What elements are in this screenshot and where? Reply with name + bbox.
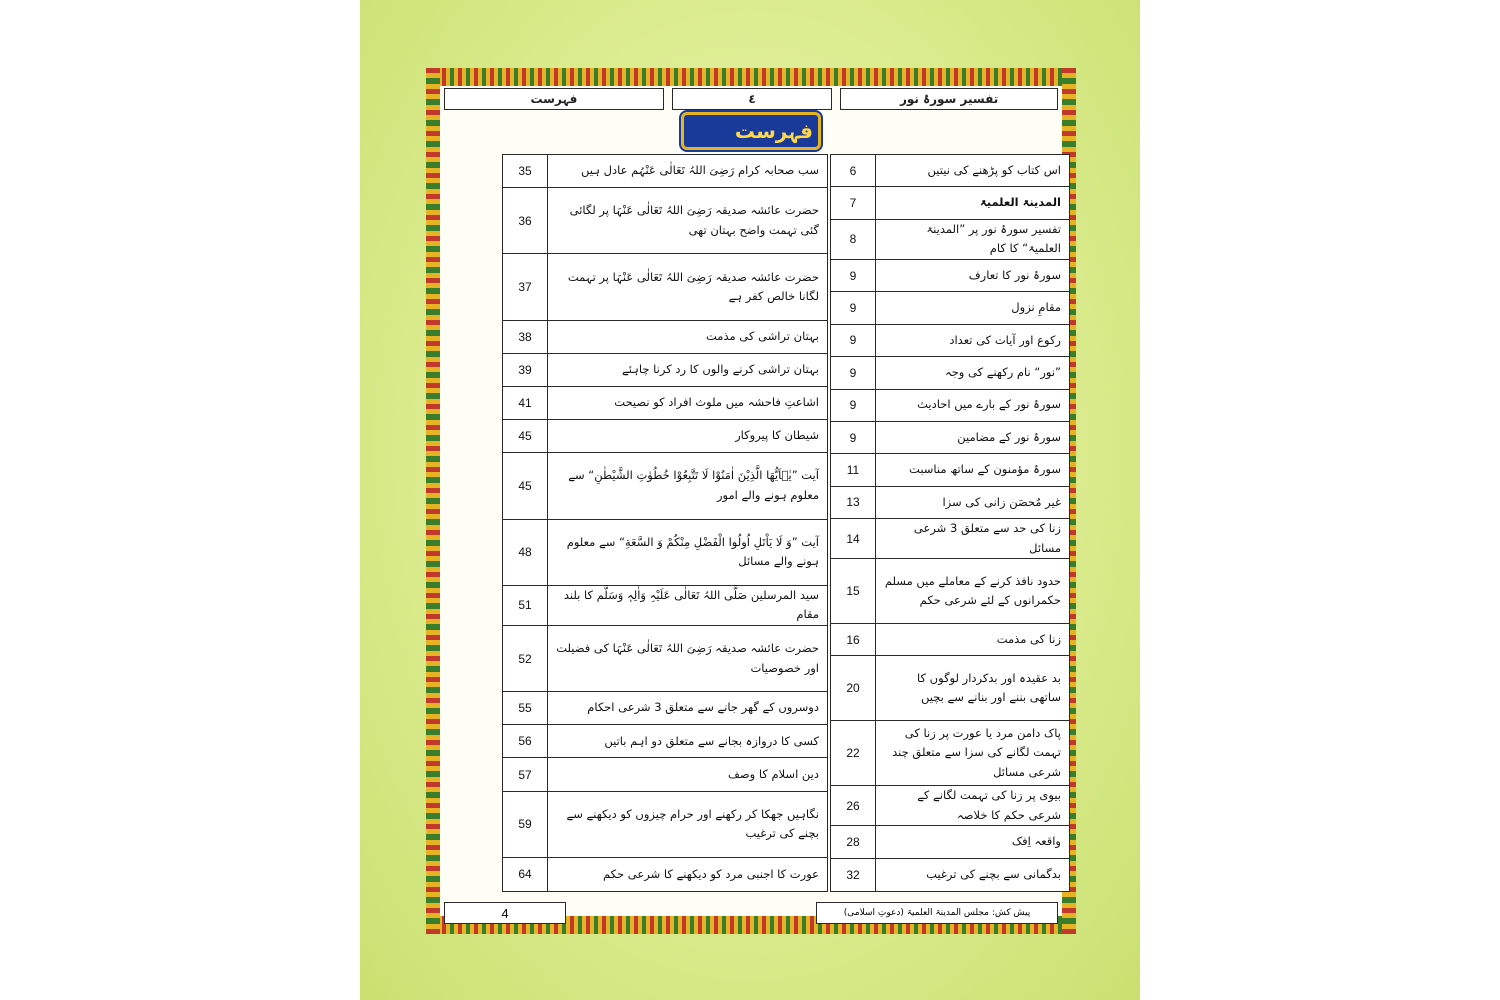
footer-publisher: پیش کش: مجلس المدینۃ العلمیۃ (دعوتِ اسلامی) [816, 902, 1058, 924]
toc-entry-title: واقعہ اِفک [1011, 834, 1061, 849]
book-page [360, 0, 1140, 1000]
toc-entry-title: رکوع اور آیات کی تعداد [949, 332, 1061, 347]
toc-entry[interactable] [503, 626, 827, 692]
toc-entry-title: بیوی پر زنا کی تہمت لگانے کے شرعی حکم کا خلاصہ [917, 788, 1061, 822]
toc-entry-title: ”نور“ نام رکھنے کی وجہ [944, 365, 1061, 380]
header-section: فہرست [444, 88, 664, 110]
toc-entry[interactable] [831, 292, 1069, 324]
toc-page-number: 45 [503, 453, 548, 518]
toc-entry-title: تفسیر سورۂ نور پر ”المدینۃ العلمیۃ“ کا کام [926, 221, 1061, 256]
toc-page-number: 9 [831, 422, 876, 453]
toc-entry-title: زنا کی حد سے متعلق 3 شرعی مسائل [913, 521, 1061, 555]
toc-page-number: 39 [503, 354, 548, 386]
page-header [444, 88, 1058, 110]
toc-entry[interactable] [503, 758, 827, 791]
toc-entry-title: حضرت عائشہ صدیقہ رَضِیَ اللہُ تَعَالٰی عَنْہَا پر تہمت لگانا خالص کفر ہے [567, 269, 819, 304]
toc-entry-title: حضرت عائشہ صدیقہ رَضِیَ اللہُ تَعَالٰی عَنْہَا پر لگائی گئی تہمت واضح بہتان تھی [569, 203, 819, 237]
toc-entry[interactable] [503, 188, 827, 254]
toc-entry[interactable] [831, 454, 1069, 486]
toc-right-column [830, 154, 1070, 892]
toc-page-number: 26 [831, 786, 876, 825]
toc-entry[interactable] [831, 220, 1069, 260]
toc-entry-title: حدود نافذ کرنے کے معاملے میں مسلم حکمرانوں کے لئے شرعی حکم [884, 573, 1061, 608]
toc-entry-title: سب صحابہ کرام رَضِیَ اللہُ تَعَالٰی عَنْہُم عادل ہیں [581, 163, 819, 178]
toc-entry[interactable] [831, 786, 1069, 826]
page-footer [444, 902, 1058, 924]
toc-entry-title: عورت کا اجنبی مرد کو دیکھنے کا شرعی حکم [603, 866, 819, 881]
toc-page-number: 48 [503, 520, 548, 585]
toc-entry-title: المدینۃ العلمیۃ [980, 195, 1061, 210]
footer-page-number: 4 [444, 902, 566, 924]
toc-entry[interactable] [831, 260, 1069, 292]
toc-entry-title: دوسروں کے گھر جانے سے متعلق 3 شرعی احکام [587, 700, 819, 715]
toc-page-number: 7 [831, 187, 876, 218]
toc-page-number: 36 [503, 188, 548, 253]
toc-entry-title: شیطان کا پیروکار [735, 428, 819, 443]
ornamental-frame [426, 68, 1076, 934]
toc-page-number: 15 [831, 559, 876, 623]
toc-page-number: 9 [831, 292, 876, 323]
toc-entry[interactable] [503, 254, 827, 320]
toc-entry-title: اس کتاب کو پڑھنے کی نیتیں [927, 162, 1061, 177]
toc-entry[interactable] [831, 487, 1069, 519]
toc-page-number: 64 [503, 858, 548, 891]
toc-page-number: 22 [831, 721, 876, 785]
toc-entry-title: سورۂ نور کے بارے میں احادیث [917, 397, 1061, 412]
border-left [426, 68, 440, 934]
toc-left-column [502, 154, 828, 892]
toc-page-number: 9 [831, 390, 876, 421]
toc-page-number: 9 [831, 325, 876, 356]
toc-entry[interactable] [503, 155, 827, 188]
toc-entry-title: دین اسلام کا وصف [727, 766, 819, 781]
toc-page-number: 28 [831, 826, 876, 857]
toc-entry[interactable] [831, 519, 1069, 559]
toc-page-number: 9 [831, 260, 876, 291]
toc-page-number: 16 [831, 624, 876, 655]
toc-entry[interactable] [503, 321, 827, 354]
toc-entry[interactable] [831, 859, 1069, 891]
toc-entry-title: زنا کی مذمت [996, 631, 1061, 646]
toc-entry-title: سورۂ نور کا تعارف [968, 267, 1061, 282]
toc-page-number: 11 [831, 454, 876, 485]
toc-page-number: 45 [503, 420, 548, 452]
toc-page-number: 9 [831, 357, 876, 388]
toc-entry[interactable] [503, 354, 827, 387]
toc-entry[interactable] [831, 390, 1069, 422]
toc-entry[interactable] [831, 624, 1069, 656]
toc-entry[interactable] [503, 858, 827, 891]
toc-entry-title: اشاعتِ فاحشہ میں ملوث افراد کو نصیحت [614, 395, 819, 410]
toc-entry-title: بہتان تراشی کرنے والوں کا رد کرنا چاہئے [621, 362, 819, 377]
toc-entry[interactable] [831, 357, 1069, 389]
toc-page-number: 56 [503, 725, 548, 757]
toc-entry-title: بدگمانی سے بچنے کی ترغیب [926, 867, 1061, 882]
toc-entry-title: سورۂ نور کے مضامین [957, 429, 1061, 444]
toc-entry[interactable] [831, 656, 1069, 721]
toc-entry-title: نگاہیں جھکا کر رکھنے اور حرام چیزوں کو دیکھنے سے بچنے کی ترغیب [566, 806, 819, 841]
toc-entry-title: کسی کا دروازہ بجانے سے متعلق دو اہم باتیں [604, 733, 819, 748]
toc-page-number: 6 [831, 155, 876, 186]
toc-page-number: 14 [831, 519, 876, 558]
toc-page-number: 13 [831, 487, 876, 518]
toc-entry[interactable] [831, 422, 1069, 454]
toc-entry[interactable] [831, 155, 1069, 187]
toc-entry[interactable] [503, 420, 827, 453]
toc-entry[interactable] [503, 586, 827, 626]
toc-entry-title: حضرت عائشہ صدیقہ رَضِیَ اللہُ تَعَالٰی عَنْہَا کی فضیلت اور خصوصیات [556, 640, 819, 675]
toc-entry[interactable] [831, 721, 1069, 786]
toc-page-number: 51 [503, 586, 548, 625]
toc-entry-title: سید المرسلین صَلَّی اللہُ تَعَالٰی عَلَیْہِ وَاٰلِہٖ وَسَلَّم کا بلند مقام [563, 587, 819, 622]
toc-entry-title: آیت ”یٰۤاَیُّهَا الَّذِیْنَ اٰمَنُوْا لَا تَتَّبِعُوْا خُطُوٰتِ الشَّیْطٰنِ“ سے معلوم ہونے والے امور [568, 468, 819, 502]
toc-entry-title: سورۂ مؤمنون کے ساتھ مناسبت [909, 462, 1061, 477]
toc-page-number: 57 [503, 758, 548, 790]
toc-page-number: 55 [503, 692, 548, 724]
border-top [426, 68, 1076, 86]
page-title: فہرست [734, 119, 813, 143]
toc-entry[interactable] [831, 187, 1069, 219]
toc-entry[interactable] [503, 692, 827, 725]
toc-page-number: 52 [503, 626, 548, 691]
toc-entry-title: بہتان تراشی کی مذمت [706, 328, 819, 343]
toc-entry[interactable] [503, 453, 827, 519]
toc-page-number: 41 [503, 387, 548, 419]
toc-page-number: 35 [503, 155, 548, 187]
toc-page-number: 20 [831, 656, 876, 720]
toc-entry[interactable] [831, 559, 1069, 624]
toc-entry-title: آیت ”وَ لَا یَاْتَلِ اُولُوا الْفَضْلِ مِنْكُمْ وَ السَّعَةِ“ سے معلوم ہونے والے مسائل [566, 534, 819, 569]
header-book-title: تفسیر سورۂ نور [840, 88, 1058, 110]
toc-page-number: 37 [503, 254, 548, 319]
toc-entry[interactable] [503, 725, 827, 758]
toc-page-number: 32 [831, 859, 876, 891]
toc-page-number: 59 [503, 792, 548, 857]
toc-entry[interactable] [503, 520, 827, 586]
toc-entry-title: غیر مُحصَن زانی کی سزا [942, 494, 1061, 509]
toc-entry[interactable] [831, 826, 1069, 858]
header-page-number: ٤ [672, 88, 832, 110]
toc-page-number: 38 [503, 321, 548, 353]
toc-entry-title: بد عقیدہ اور بدکردار لوگوں کا ساتھی بننے اور بنانے سے بچیں [917, 670, 1061, 705]
toc-entry[interactable] [503, 387, 827, 420]
toc-page-number: 8 [831, 220, 876, 259]
toc-entry-title: مقامِ نزول [1011, 300, 1061, 315]
title-badge [681, 112, 821, 150]
toc-entry[interactable] [831, 325, 1069, 357]
toc-entry-title: پاک دامن مرد یا عورت پر زنا کی تہمت لگانے کی سزا سے متعلق چند شرعی مسائل [892, 725, 1061, 779]
toc-entry[interactable] [503, 792, 827, 858]
